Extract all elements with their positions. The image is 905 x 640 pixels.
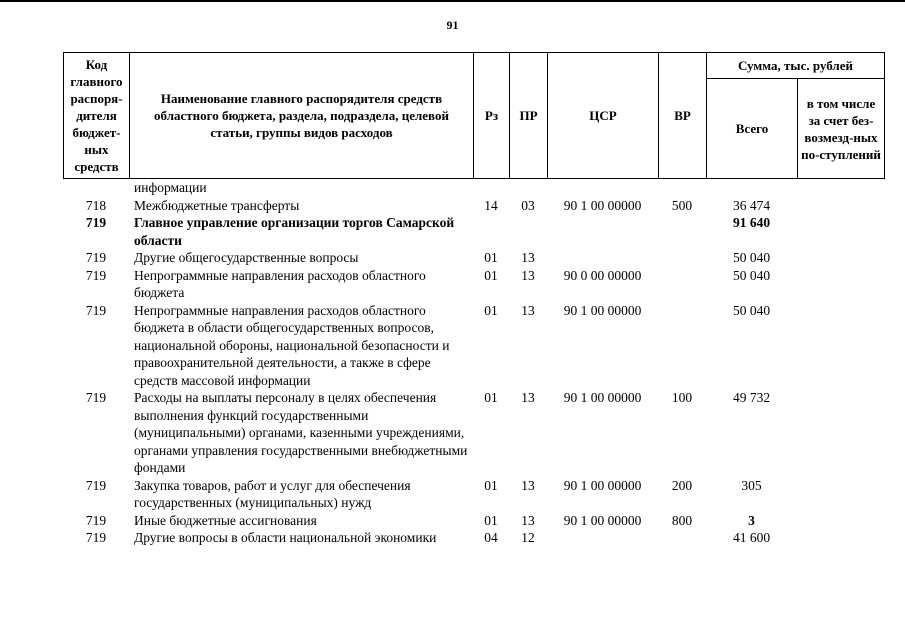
cell-code: 719: [85, 215, 107, 230]
cell-rz: 01: [484, 477, 498, 493]
cell-rz: 04: [484, 530, 498, 545]
cell-total: 50 040: [732, 250, 771, 265]
cell-rz: [473, 214, 509, 249]
top-rule: [0, 0, 905, 2]
header-vr: ВР: [659, 53, 707, 179]
header-pr: ПР: [510, 53, 548, 179]
cell-pr: 13: [521, 512, 535, 528]
cell-pr: 13: [521, 477, 535, 493]
header-csr: ЦСР: [548, 53, 659, 179]
table-row: [63, 197, 884, 215]
cell-incl: [797, 477, 884, 512]
cell-total: 50 040: [732, 302, 771, 318]
cell-name: Закупка товаров, работ и услуг для обеспечения государственных (муниципальных) нужд: [134, 477, 411, 510]
table-row: [63, 267, 884, 302]
cell-rz: 01: [484, 302, 498, 318]
cell-pr: 12: [521, 530, 535, 545]
cell-rz: 01: [484, 390, 498, 405]
cell-code: 719: [85, 477, 107, 493]
cell-incl: [797, 267, 884, 302]
cell-csr: 90 0 00 00000: [563, 267, 642, 283]
cell-name: Непрограммные направления расходов областного бюджета: [134, 267, 426, 300]
cell-total: 49 732: [732, 390, 771, 405]
table-row: [63, 179, 884, 197]
cell-vr: 200: [671, 477, 693, 493]
table-row: [63, 529, 884, 547]
cell-code: 719: [85, 512, 107, 528]
cell-pr: 13: [521, 267, 535, 283]
cell-total: 3: [748, 512, 755, 528]
cell-vr: [658, 529, 706, 547]
header-code: Код главного распоря-дителя бюджет-ных средств: [64, 53, 130, 179]
cell-rz: 01: [484, 267, 498, 283]
cell-total: [706, 179, 797, 197]
cell-csr: 90 1 00 00000: [563, 512, 642, 528]
cell-rz: [473, 179, 509, 197]
cell-name: Другие общегосударственные вопросы: [134, 250, 359, 265]
cell-total: 305: [741, 477, 762, 493]
cell-rz: 14: [484, 197, 498, 213]
cell-name: Другие вопросы в области национальной экономики: [134, 530, 437, 545]
cell-incl: [797, 389, 884, 477]
cell-incl: [797, 249, 884, 267]
cell-total: 41 600: [732, 530, 771, 545]
cell-total: 36 474: [732, 197, 771, 213]
cell-rz: 01: [484, 512, 498, 528]
cell-code: 719: [85, 267, 107, 283]
cell-csr: 90 1 00 00000: [563, 302, 642, 318]
table-row: [63, 302, 884, 390]
cell-csr: [547, 214, 658, 249]
header-rz: Рз: [474, 53, 510, 179]
header-sum: Сумма, тыс. рублей: [707, 53, 885, 79]
cell-pr: 13: [521, 250, 535, 265]
table-row: [63, 389, 884, 477]
cell-vr: [658, 249, 706, 267]
cell-pr: [509, 179, 547, 197]
cell-vr: [658, 214, 706, 249]
cell-incl: [797, 512, 884, 530]
cell-incl: [797, 197, 884, 215]
cell-vr: 500: [671, 197, 693, 213]
page-number: 91: [446, 18, 459, 32]
cell-vr: [658, 302, 706, 390]
cell-pr: 13: [521, 302, 535, 318]
table-row: [63, 512, 884, 530]
table-body: [63, 179, 884, 547]
cell-incl: [797, 179, 884, 197]
cell-total: 91 640: [732, 215, 771, 230]
cell-name: Непрограммные направления расходов областного бюджета в области общегосударственных вопросов, национальной обороны, национальной безопасности и правоохранительной деятельности, а также в сфере средств массовой информации: [134, 302, 450, 388]
cell-csr: 90 1 00 00000: [563, 477, 642, 493]
header-name: Наименование главного распорядителя средств областного бюджета, раздела, подраздела, целевой статьи, группы видов расходов: [130, 53, 474, 179]
cell-total: 50 040: [732, 267, 771, 283]
table-row: [63, 214, 884, 249]
table-header: [63, 52, 885, 179]
cell-vr: [658, 267, 706, 302]
cell-incl: [797, 214, 884, 249]
cell-vr: [658, 179, 706, 197]
cell-vr: 100: [671, 390, 693, 405]
cell-name: Расходы на выплаты персоналу в целях обеспечения выполнения функций государственными (муниципальными) органами, казенными учреждениями, органами управления государственными внебюджетными фондами: [134, 390, 468, 475]
cell-incl: [797, 302, 884, 390]
cell-csr: [547, 529, 658, 547]
cell-code: [63, 179, 129, 197]
cell-incl: [797, 529, 884, 547]
cell-pr: [509, 214, 547, 249]
cell-rz: 01: [484, 250, 498, 265]
cell-code: 718: [85, 197, 107, 213]
cell-pr: 13: [521, 390, 535, 405]
cell-code: 719: [85, 530, 107, 545]
table-row: [63, 477, 884, 512]
cell-code: 719: [85, 250, 107, 265]
cell-vr: 800: [671, 512, 693, 528]
cell-name: Межбюджетные трансферты: [134, 197, 300, 213]
cell-name: Главное управление организации торгов Самарской области: [134, 215, 455, 248]
cell-code: 719: [85, 390, 107, 405]
cell-name: Иные бюджетные ассигнования: [134, 512, 317, 528]
table-row: [63, 249, 884, 267]
cell-csr: [547, 179, 658, 197]
cell-csr: [547, 249, 658, 267]
header-incl: в том числе за счет без-возмезд-ных по-ступлений: [798, 79, 885, 179]
cell-code: 719: [85, 302, 107, 318]
cell-csr: 90 1 00 00000: [563, 197, 642, 213]
cell-name: информации: [134, 180, 207, 195]
header-total: Всего: [707, 79, 798, 179]
cell-pr: 03: [521, 197, 535, 213]
cell-csr: 90 1 00 00000: [563, 390, 642, 405]
